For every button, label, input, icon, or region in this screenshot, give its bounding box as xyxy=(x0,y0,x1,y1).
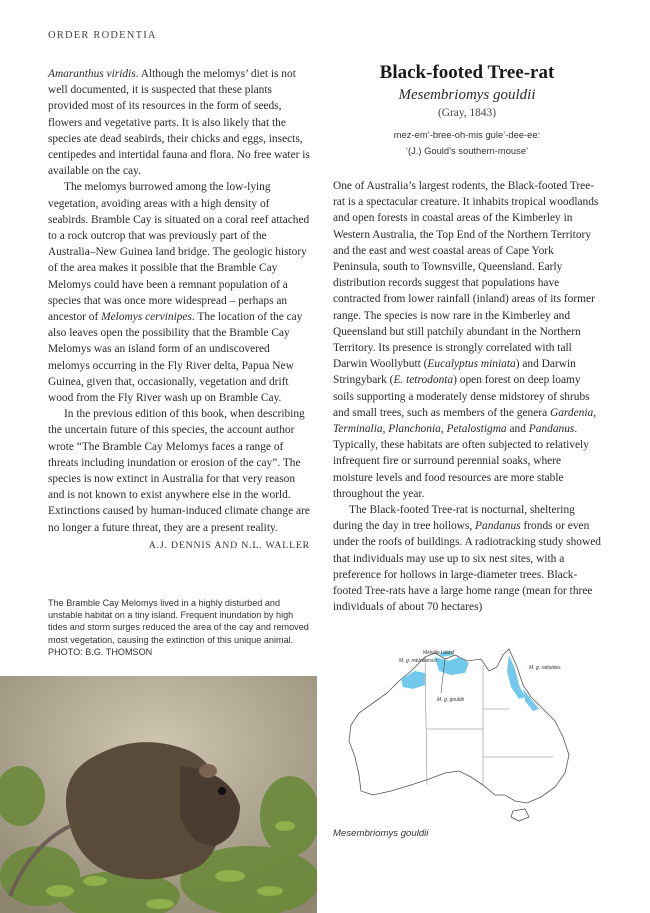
left-column xyxy=(48,66,310,554)
left-paragraph-2: The melomys burrowed among the low-lying vegetation, avoiding areas with a high density of seabirds. Bramble Cay is situated on a coral reef attached to a rock outcrop that was previously part of the Australia–New Guinea land bridge. The geologic history of the area makes it possible that the Bramble Cay Melomys could have been a remnant population of a species that was once more widespread – perhaps an ancestor of Melomys cervinipes. The location of the cay also leaves open the possibility that the Bramble Cay Melomys was an island form of an undiscovered melomys occurring in the Fly River delta, Papua New Guinea, given that, occasionally, vegetation and drift wood from the Fly River wash up on Bramble Cay. xyxy=(48,181,310,405)
distribution-map xyxy=(333,645,601,825)
name-meaning: ‘(J.) Gould’s southern-mouse’ xyxy=(405,145,529,156)
left-paragraph-3: In the previous edition of this book, when describing the uncertain future of this species, the account author wrote “The Bramble Cay Melomys faces a range of threats including inundation or erosion of the cay”. The species is now extinct in Australia for that very reason and is not known to exist anywhere else in the world. Extinctions caused by human-induced climate change are no longer a future threat, they are a present reality. xyxy=(48,408,310,534)
map-label-melvillensis: M. g. melvillensis xyxy=(399,658,438,664)
caption-text: The Bramble Cay Melomys lived in a highly disturbed and unstable habitat on a tiny island. Frequent inundation by high tides and storm surges reduced the area of the cay and removed most vegetation, causing the extinction of this unique animal. xyxy=(48,598,309,645)
map-label-rattoides: M. g. rattoides xyxy=(529,665,561,671)
photo-credit: PHOTO: B.G. THOMSON xyxy=(48,646,153,657)
author-credit: A.J. DENNIS AND N.L. WALLER xyxy=(148,539,310,551)
species-header xyxy=(333,62,601,156)
scientific-name: Mesembriomys gouldii xyxy=(398,87,536,103)
photo-caption xyxy=(48,597,310,658)
species-authority: (Gray, 1843) xyxy=(437,107,497,119)
pronunciation: mez-em’-bree-oh-mis gule’-dee-ee: xyxy=(393,129,541,140)
map-caption: Mesembriomys gouldii xyxy=(333,828,429,839)
right-column xyxy=(333,178,601,615)
left-paragraph-1: Amaranthus viridis. Although the melomys’ diet is not well documented, it is suspected that these plants provided most of its resources in the form of seeds, flowers and vegetative parts. It is also likely that the species ate dead seabirds, their chicks and eggs, insects, centipedes and intertidal fauna and flora. No free water is available on the cay. xyxy=(48,68,310,178)
map-label-gouldii: M. g. gouldii xyxy=(437,697,464,703)
map-label-melville: Melville Island xyxy=(423,650,455,656)
right-paragraph-2: The Black-footed Tree-rat is nocturnal, sheltering during the day in tree hollows, Pandanus fronds or even under the roofs of buildings. A radiotracking study showed that individuals may use up to six nest sites, with a preference for hollows in large-diameter trees. Black-footed Tree-rats have a large home range (mean for three individuals of about 70 hectares) xyxy=(333,504,601,614)
melomys-photo xyxy=(0,676,317,913)
right-paragraph-1: One of Australia’s largest rodents, the Black-footed Tree-rat is a spectacular creature. It inhabits tropical woodlands and open forests in coastal areas of the Kimberley in Western Australia, the Top End of the Northern Territory and the east and west coastal areas of Cape York Peninsula, south to Townsville, Queensland. Early distribution records suggest that populations have contracted from lower rainfall (inland) areas of its former range. The species is now rare in the Kimberley and Queensland but still patchily abundant in the Northern Territory. Its presence is strongly correlated with tall Darwin Woollybutt (Eucalyptus miniata) and Darwin Stringybark (E. tetrodonta) open forest on deep loamy soils supporting a moderately dense midstorey of shrubs and small trees, such as members of the genera Gardenia, Terminalia, Planchonia, Petalostigma and Pandanus. Typically, these habitats are often subjected to relatively infrequent fire or surround perennial soaks, where moisture levels and food resources are more stable throughout the year. xyxy=(333,180,599,500)
species-title: Black-footed Tree-rat xyxy=(379,62,555,83)
running-head: ORDER RODENTIA xyxy=(48,30,157,41)
